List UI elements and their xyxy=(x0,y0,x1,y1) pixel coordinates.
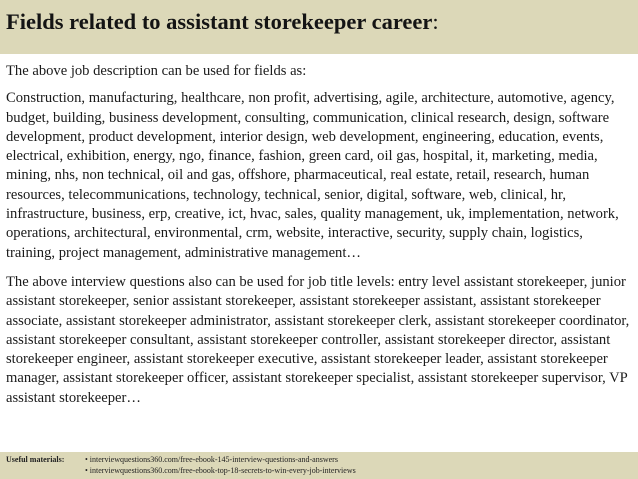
job-levels-paragraph: The above interview questions also can be used for job title levels: entry level assistant storekeeper, junior assistant storekeeper, senior assistant storekeeper, assistant storekeeper assistant, assistant storekeeper associate, assistant storekeeper administrator, assistant storekeeper clerk, assistant storekeeper coordinator, assistant storekeeper consultant, assistant storekeeper controller, assistant storekeeper director, assistant storekeeper engineer, assistant storekeeper executive, assistant storekeeper leader, assistant storekeeper manager, assistant storekeeper officer, assistant storekeeper specialist, assistant storekeeper supervisor, VP assistant storekeeper… xyxy=(6,273,630,406)
title-bar xyxy=(0,0,638,54)
footer-label: Useful materials: xyxy=(6,455,65,464)
page-title xyxy=(6,8,638,36)
footer-row-1 xyxy=(6,454,638,465)
footer xyxy=(0,452,638,479)
fields-paragraph: Construction, manufacturing, healthcare, non profit, advertising, agile, architecture, automotive, agency, budget, building, business development, consulting, communication, clinical research, design, software development, product development, interior design, web development, engineering, education, events, electrical, exhibition, energy, ngo, finance, fashion, green card, oil gas, hospital, it, marketing, media, mining, nhs, non technical, oil and gas, offshore, pharmaceutical, real estate, retail, research, human resources, telecommunications, technology, technical, senior, digital, software, web, clinical, hr, infrastructure, business, erp, creative, ict, hvac, sales, quality management, uk, implementation, network, operations, architectural, environmental, crm, website, interactive, security, supply chain, logistics, training, project management, administrative management… xyxy=(6,90,619,261)
content xyxy=(6,62,634,408)
footer-link-2[interactable]: • interviewquestions360.com/free-ebook-top-18-secrets-to-win-every-job-interviews xyxy=(85,466,356,475)
footer-link-1[interactable]: • interviewquestions360.com/free-ebook-145-interview-questions-and-answers xyxy=(85,455,338,464)
intro-text: The above job description can be used for fields as: xyxy=(6,63,307,79)
footer-row-2 xyxy=(6,465,638,476)
page-title-colon: : xyxy=(432,9,439,34)
page-title-text: Fields related to assistant storekeeper career xyxy=(6,9,433,34)
